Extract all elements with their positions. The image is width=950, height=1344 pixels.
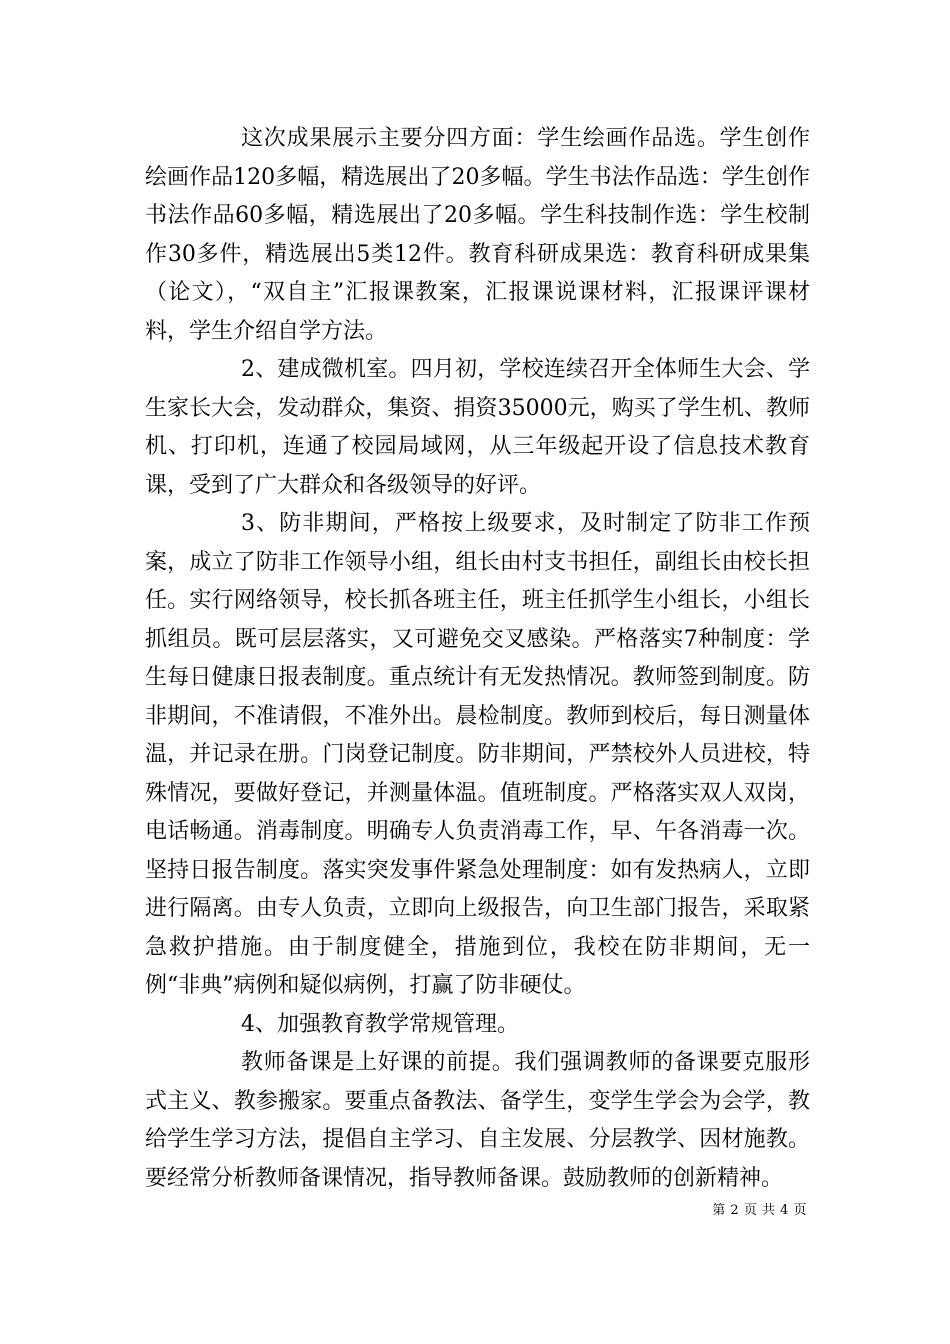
paragraph-sars-prevention: 3、防非期间，严格按上级要求，及时制定了防非工作预案，成立了防非工作领导小组，组长由村支书担任，副组长由校长担任。实行网络领导，校长抓各班主任，班主任抓学生小组长，小组长抓组员。既可层层落实，又可避免交叉感染。严格落实7种制度：学生每日健康日报表制度。重点统计有无发热情况。教师签到制度。防非期间，不准请假，不准外出。晨检制度。教师到校后，每日测量体温，并记录在册。门岗登记制度。防非期间，严禁校外人员进校，特殊情况，要做好登记，并测量体温。值班制度。严格落实双人双岗，电话畅通。消毒制度。明确专人负责消毒工作，早、午各消毒一次。坚持日报告制度。落实突发事件紧急处理制度：如有发热病人，立即进行隔离。由专人负责，立即向上级报告，向卫生部门报告，采取紧急救护措施。由于制度健全，措施到位，我校在防非期间，无一例“非典”病例和疑似病例，打赢了防非硬仗。	[145, 511, 810, 998]
document-body	[145, 120, 810, 1198]
paragraph-achievements-display: 这次成果展示主要分四方面：学生绘画作品选。学生创作绘画作品120多幅，精选展出了20多幅。学生书法作品选：学生创作书法作品60多幅，精选展出了20多幅。学生科技制作选：学生校制作30多件，精选展出5类12件。教育科研成果选：教育科研成果集（论文），“双自主”汇报课教案，汇报课说课材料，汇报课评课材料，学生介绍自学方法。	[145, 126, 810, 344]
page-number-footer: 第 2 页 共 4 页	[712, 1203, 807, 1218]
paragraph-lesson-preparation: 教师备课是上好课的前提。我们强调教师的备课要克服形式主义、教参搬家。要重点备教法、备学生，变学生学会为会学，教给学生学习方法，提倡自主学习、自主发展、分层教学、因材施教。要经常分析教师备课情况，指导教师备课。鼓励教师的创新精神。	[145, 1050, 810, 1191]
paragraph-computer-lab: 2、建成微机室。四月初，学校连续召开全体师生大会、学生家长大会，发动群众，集资、捐资35000元，购买了学生机、教师机、打印机，连通了校园局域网，从三年级起开设了信息技术教育课，受到了广大群众和各级领导的好评。	[145, 357, 810, 498]
paragraph-teaching-management-heading: 4、加强教育教学常规管理。	[241, 1011, 519, 1037]
